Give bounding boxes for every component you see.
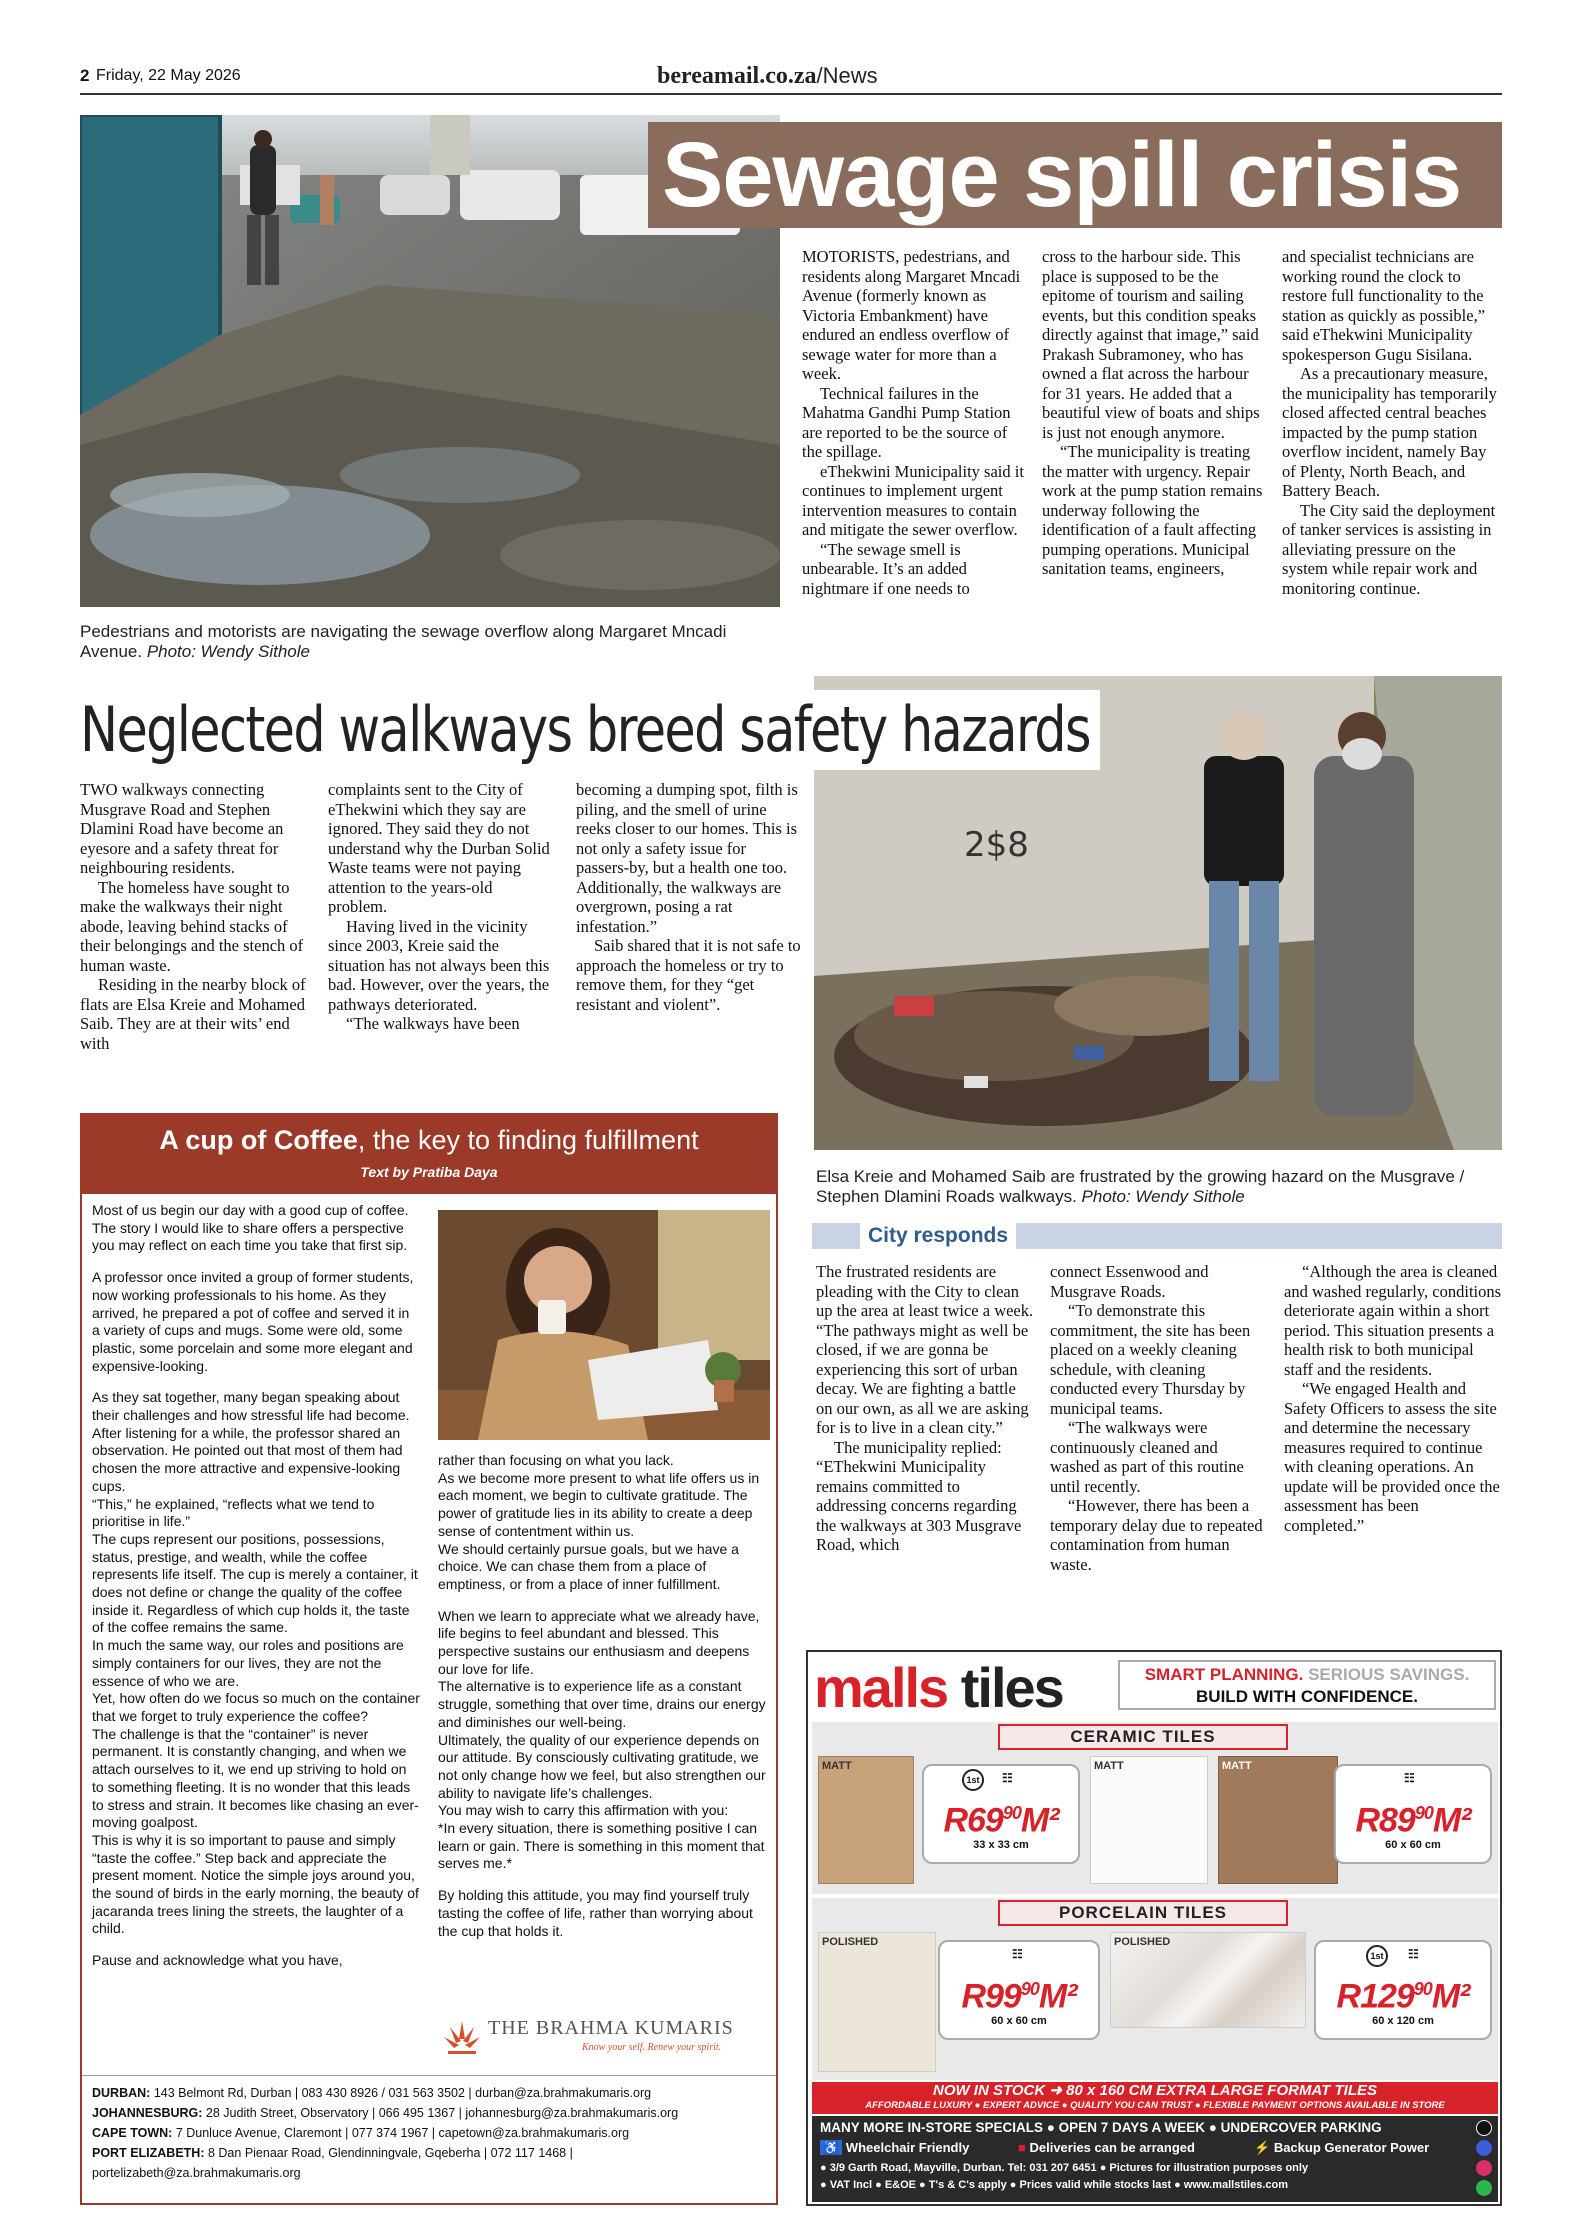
brahma-kumaris-tagline: Know your self. Renew your spirit. bbox=[582, 2042, 722, 2053]
deliveries-text: Deliveries can be arranged bbox=[1029, 2140, 1195, 2155]
tile-finish: MATT bbox=[1094, 1760, 1124, 1772]
walkways-caption-text: Elsa Kreie and Mohamed Saib are frustrated by the growing hazard on the Musgrave / Stephen Dlamini Roads walkways. bbox=[816, 1167, 1465, 1206]
sabs-icon: ☷ bbox=[1408, 1947, 1419, 1961]
paragraph: You may wish to carry this affirmation with you: bbox=[438, 1802, 729, 1819]
branch-row: CAPE TOWN: 7 Dunluce Avenue, Claremont | 077 374 1967 | capetown@za.brahmakumaris.org bbox=[92, 2126, 630, 2140]
sabs-icon: ☷ bbox=[1012, 1947, 1023, 1961]
specials-text: MANY MORE IN-STORE SPECIALS ● OPEN 7 DAYS A WEEK ● UNDERCOVER PARKING bbox=[820, 2120, 1382, 2135]
coffee-column-1 bbox=[92, 1202, 420, 1970]
lotus-icon bbox=[442, 2017, 482, 2061]
paragraph: Pause and acknowledge what you have, bbox=[92, 1952, 343, 1969]
paragraph: complaints sent to the City of eThekwini which they say are ignored. They said they do not understand why the Durban Solid Waste teams were not paying attention to the years-old problem. bbox=[328, 780, 550, 916]
tiktok-icon[interactable] bbox=[1476, 2120, 1492, 2136]
paragraph: The City said the deployment of tanker services is assisting in alleviating pressure on the system while repair work and monitoring continue. bbox=[1282, 500, 1496, 598]
paragraph: rather than focusing on what you lack. bbox=[438, 1452, 674, 1468]
instagram-icon[interactable] bbox=[1476, 2160, 1492, 2176]
coffee-title-rest: , the key to finding fulfillment bbox=[357, 1125, 699, 1155]
paragraph: Residing in the nearby block of flats are Elsa Kreie and Mohamed Saib. They are at their wits’ end with bbox=[80, 975, 306, 1053]
size-4: 60 x 120 cm bbox=[1372, 2015, 1434, 2028]
section-name: News bbox=[822, 63, 878, 88]
paragraph: The cups represent our positions, possessions, status, prestige, and wealth, while the coffee represents life itself. The cup is merely a container, it does not define or change the quality of the coffee inside it. Regardless of which cup holds it, the taste of the coffee remains the same. bbox=[92, 1530, 418, 1636]
paragraph: The alternative is to experience life as a constant struggle, something that over time, drains our energy and diminishes our well-being. bbox=[438, 1678, 766, 1730]
paragraph: “However, there has been a temporary delay due to repeated contamination from human waste. bbox=[1050, 1496, 1263, 1574]
truck-icon: ■ bbox=[1018, 2140, 1026, 2155]
tile-finish: POLISHED bbox=[822, 1936, 879, 1948]
masthead-site: bereamail.co.za bbox=[657, 63, 817, 89]
page-number: 2 bbox=[80, 66, 90, 85]
coffee-column-2 bbox=[438, 1452, 770, 1940]
slogan-red: SMART PLANNING. bbox=[1144, 1665, 1304, 1684]
tile-finish: MATT bbox=[822, 1760, 852, 1772]
sabs-icon: ☷ bbox=[1404, 1771, 1415, 1785]
paragraph: “Although the area is cleaned and washed regularly, conditions deteriorate again within a short period. This situation presents a health risk to both municipal staff and the residents. bbox=[1284, 1262, 1502, 1379]
paragraph: cross to the harbour side. This place is supposed to be the epitome of tourism and sailing events, but this condition speaks directly against that image,” said Prakash Subramoney, who has owned a flat across the harbour for 31 years. He added that a beautiful view of boats and ships is just not enough anymore. bbox=[1042, 247, 1260, 442]
price-box-1 bbox=[922, 1764, 1080, 1864]
coffee-feature-box bbox=[80, 1113, 778, 2205]
sewage-column-2 bbox=[1042, 247, 1264, 579]
ad-logo bbox=[814, 1656, 1063, 1719]
branch-list bbox=[92, 2083, 772, 2183]
paragraph: and specialist technicians are working round the clock to restore full functionality to the station as quickly as possible,” said eThekwini Municipality spokesperson Gugu Sisilana. bbox=[1282, 247, 1486, 364]
city-responds-label: City responds bbox=[860, 1222, 1016, 1250]
coffee-title-band bbox=[82, 1115, 776, 1194]
porcelain-tile-1 bbox=[818, 1932, 936, 2072]
backup-text: Backup Generator Power bbox=[1273, 2140, 1430, 2155]
paragraph: eThekwini Municipality said it continues to implement urgent intervention measures to contain and mitigate the sewer overflow. bbox=[802, 461, 1024, 539]
paragraph: “To demonstrate this commitment, the site has been placed on a weekly cleaning schedule, with cleaning conducted every Thursday by municipal teams. bbox=[1050, 1301, 1251, 1418]
size-3: 60 x 60 cm bbox=[991, 2015, 1047, 2028]
sewage-headline: Sewage spill crisis bbox=[648, 122, 1502, 228]
ceramic-tile-3 bbox=[1218, 1756, 1338, 1884]
walkways-column-3 bbox=[576, 780, 802, 1014]
coffee-footer-rule bbox=[82, 2075, 776, 2076]
masthead: bereamail.co.za/News bbox=[657, 63, 878, 89]
paragraph: MOTORISTS, pedestrians, and residents along Margaret Mncadi Avenue (formerly known as Victoria Embankment) have endured an endless overflow of sewage water for more than a week. bbox=[802, 247, 1021, 383]
logo-malls: malls bbox=[814, 1656, 948, 1719]
sewage-caption-text: Pedestrians and motorists are navigating the sewage overflow along Margaret Mncadi Avenue. bbox=[80, 622, 727, 661]
paragraph: As a precautionary measure, the municipality has temporarily closed affected central beaches impacted by the pump station overflow incident, namely Bay of Plenty, North Beach, and Battery Beach. bbox=[1282, 364, 1497, 500]
paragraph: “The municipality is treating the matter with urgency. Repair work at the pump station remains underway following the identification of a fault affecting pumping operations. Municipal sanitation teams, engineers, bbox=[1042, 442, 1263, 578]
sewage-column-3 bbox=[1282, 247, 1504, 598]
paragraph: The homeless have sought to make the walkways their night abode, leaving behind stacks of their belongings and the stench of human waste. bbox=[80, 877, 304, 975]
header-rule bbox=[80, 93, 1502, 95]
issue-date: Friday, 22 May 2026 bbox=[96, 67, 241, 84]
paragraph: “We engaged Health and Safety Officers to assess the site and determine the necessary measures required to continue with cleaning operations. An update will be provided once the assessment has been completed.” bbox=[1284, 1379, 1500, 1535]
branch-row: DURBAN: 143 Belmont Rd, Durban | 083 430 8926 / 031 563 3502 | durban@za.brahmakumaris.org bbox=[92, 2086, 652, 2100]
brahma-kumaris-logo bbox=[442, 2015, 772, 2065]
walkways-headline: Neglected walkways breed safety hazards bbox=[80, 690, 1100, 770]
paragraph: As they sat together, many began speaking about their challenges and how stressful life had become. After listening for a while, the professor shared an observation. He pointed out that most of them had chosen the more attractive and expensive-looking cups. bbox=[92, 1389, 410, 1494]
ad-slogan bbox=[1118, 1660, 1496, 1710]
city-column-3 bbox=[1284, 1262, 1502, 1535]
address-line-2: ● VAT Incl ● E&OE ● T's & C's apply ● Prices valid while stocks last ● www.mallstiles.com bbox=[820, 2179, 1289, 2191]
paragraph: We should certainly pursue goals, but we have a choice. We can chase them from a place of emptiness, or from a place of inner fulfillment. bbox=[438, 1540, 739, 1592]
paragraph: “The walkways have been bbox=[346, 1014, 520, 1033]
ad-footer bbox=[812, 2116, 1498, 2202]
size-1: 33 x 33 cm bbox=[973, 1839, 1029, 1852]
paragraph: A professor once invited a group of former students, now working professionals to his home. As they arrived, he prepared a pot of coffee and served it in a variety of cups and mugs. Some were old, some plastic, some porcelain and some more elegant and expensive-looking. bbox=[92, 1269, 414, 1374]
paragraph: becoming a dumping spot, filth is piling, and the smell of urine reeks closer to our homes. This is not only a safety issue for passers-by, but a health one too. Additionally, the walkways are overgrown, posing a rat infestation.” bbox=[576, 780, 798, 936]
walkways-photo-caption bbox=[816, 1167, 1502, 1207]
facebook-icon[interactable] bbox=[1476, 2140, 1492, 2156]
in-stock-text: NOW IN STOCK ➜ 80 x 160 CM EXTRA LARGE FORMAT TILES bbox=[932, 2082, 1377, 2099]
power-icon: ⚡ bbox=[1254, 2140, 1271, 2155]
paragraph: Having lived in the vicinity since 2003, Kreie said the situation has not always been this bad. However, over the years, the pathways deteriorated. bbox=[328, 916, 550, 1014]
coffee-title-bold: A cup of Coffee bbox=[159, 1125, 358, 1155]
price-box-2 bbox=[1334, 1764, 1492, 1864]
paragraph: The frustrated residents are pleading with the City to clean up the area at least twice a week. “The pathways might as well be closed, if we are gonna be experiencing this sort of urban decay. We are fighting a battle on our own, as all we are asking for is to live in a clean city.” bbox=[816, 1262, 1034, 1437]
ceramic-label: CERAMIC TILES bbox=[998, 1724, 1288, 1750]
paragraph: connect Essenwood and Musgrave Roads. bbox=[1050, 1262, 1209, 1301]
features-text: AFFORDABLE LUXURY ● EXPERT ADVICE ● QUALITY YOU CAN TRUST ● FLEXIBLE PAYMENT OPTIONS AVAILABLE IN STORE bbox=[865, 2100, 1445, 2111]
sewage-caption-credit: Photo: Wendy Sithole bbox=[146, 642, 310, 661]
tile-finish: MATT bbox=[1222, 1760, 1252, 1772]
slogan-grey: SERIOUS SAVINGS. bbox=[1303, 1665, 1470, 1684]
ceramic-tile-1 bbox=[818, 1756, 914, 1884]
paragraph: In much the same way, our roles and positions are simply containers for our lives, they are not the essence of who we are. bbox=[92, 1637, 404, 1689]
tile-finish: POLISHED bbox=[1114, 1936, 1171, 1948]
sewage-column-1 bbox=[802, 247, 1024, 598]
whatsapp-icon[interactable] bbox=[1476, 2180, 1492, 2196]
price-1: $R69^{90}M^2$ bbox=[943, 1801, 1059, 1840]
coffee-title bbox=[82, 1115, 776, 1156]
coffee-photo-illustration bbox=[438, 1210, 770, 1440]
paragraph: Saib shared that it is not safe to approach the homeless or try to remove them, for they “get resistant and violent”. bbox=[576, 936, 801, 1014]
city-column-2 bbox=[1050, 1262, 1268, 1574]
size-2: 60 x 60 cm bbox=[1385, 1839, 1441, 1852]
paragraph: Most of us begin our day with a good cup of coffee. The story I would like to share offers a perspective you may reflect on each time you take that first sip. bbox=[92, 1202, 409, 1254]
sewage-photo-caption bbox=[80, 622, 770, 662]
wheelchair-icon: ♿ bbox=[820, 2140, 842, 2155]
price-box-3 bbox=[938, 1940, 1100, 2040]
price-box-4 bbox=[1314, 1940, 1492, 2040]
paragraph: “The sewage smell is unbearable. It’s an added nightmare if one needs to bbox=[802, 539, 970, 598]
address-line-1: ● 3/9 Garth Road, Mayville, Durban. Tel: 031 207 6451 ● Pictures for illustration purposes only bbox=[820, 2162, 1309, 2174]
wall-graffiti: 2$8 bbox=[964, 825, 1029, 865]
coffee-photo bbox=[438, 1210, 770, 1440]
paragraph: This is why it is so important to pause and simply “taste the coffee.” Step back and appreciate the present moment. Notice the simple joys around you, the sound of birds in the early morning, the beauty of jacaranda trees lining the streets, the laughter of a child. bbox=[92, 1831, 419, 1937]
coffee-byline: Text by Pratiba Daya bbox=[360, 1164, 498, 1180]
paragraph: The municipality replied: “EThekwini Municipality remains committed to addressing concerns regarding the walkways at 303 Musgrave Road, which bbox=[816, 1437, 1022, 1554]
city-column-1 bbox=[816, 1262, 1034, 1555]
paragraph: Technical failures in the Mahatma Gandhi Pump Station are reported to be the source of the spillage. bbox=[802, 383, 1011, 461]
paragraph: “This,” he explained, “reflects what we tend to prioritise in life.” bbox=[92, 1495, 375, 1530]
paragraph: Ultimately, the quality of our experience depends on our attitude. By consciously cultivating gratitude, we not only change how we feel, but also strengthen our ability to navigate life’s challenges. bbox=[438, 1731, 766, 1801]
malls-tiles-advert bbox=[806, 1650, 1502, 2206]
first-grade-badge: 1st bbox=[1366, 1945, 1388, 1967]
paragraph: *In every situation, there is something positive I can learn or gain. There is something in this moment that serves me.* bbox=[438, 1820, 765, 1872]
paragraph: When we learn to appreciate what we already have, life begins to feel abundant and blessed. This perspective sustains our enthusiasm and deepens our love for life. bbox=[438, 1607, 760, 1677]
porcelain-label: PORCELAIN TILES bbox=[998, 1900, 1288, 1926]
price-2: $R89^{90}M^2$ bbox=[1355, 1801, 1471, 1840]
paragraph: As we become more present to what life offers us in each moment, we begin to cultivate gratitude. The power of gratitude lies in its ability to create a deep sense of contentment within us. bbox=[438, 1469, 760, 1539]
sabs-icon: ☷ bbox=[1002, 1771, 1013, 1785]
price-4: $R129^{90}M^2$ bbox=[1336, 1977, 1470, 2016]
price-3: $R99^{90}M^2$ bbox=[961, 1977, 1077, 2016]
paragraph: TWO walkways connecting Musgrave Road and Stephen Dlamini Road have become an eyesore and a safety threat for neighbouring residents. bbox=[80, 780, 284, 877]
first-grade-badge: 1st bbox=[962, 1769, 984, 1791]
walkways-column-1 bbox=[80, 780, 306, 1053]
paragraph: Yet, how often do we focus so much on the container that we forget to truly experience the coffee? bbox=[92, 1690, 420, 1724]
wheelchair-text: Wheelchair Friendly bbox=[845, 2140, 970, 2155]
brahma-kumaris-name: THE BRAHMA KUMARIS bbox=[488, 2017, 734, 2039]
ceramic-tile-2 bbox=[1090, 1756, 1208, 1884]
logo-tiles: tiles bbox=[960, 1656, 1063, 1719]
walkways-caption-credit: Photo: Wendy Sithole bbox=[1081, 1187, 1245, 1206]
walkways-column-2 bbox=[328, 780, 554, 1034]
branch-row: PORT ELIZABETH: 8 Dan Pienaar Road, Glendinningvale, Gqeberha | 072 117 1468 | portelizabeth@za.brahmakumaris.org bbox=[92, 2146, 573, 2180]
branch-row: JOHANNESBURG: 28 Judith Street, Observatory | 066 495 1367 | johannesburg@za.brahmakumaris.org bbox=[92, 2106, 679, 2120]
paragraph: “The walkways were continuously cleaned and washed as part of this routine until recently. bbox=[1050, 1418, 1244, 1496]
paragraph: By holding this attitude, you may find yourself truly tasting the coffee of life, rather than worrying about the cup that holds it. bbox=[438, 1887, 753, 1939]
paragraph: The challenge is that the “container” is never permanent. It is constantly changing, and when we attach ourselves to it, we end up striving to hold on to something fleeting. It is no wonder that this leads to stress and strain. It becomes like chasing an ever-moving goalpost. bbox=[92, 1725, 419, 1831]
in-stock-banner bbox=[812, 2082, 1498, 2114]
slogan-line2: BUILD WITH CONFIDENCE. bbox=[1196, 1687, 1418, 1706]
